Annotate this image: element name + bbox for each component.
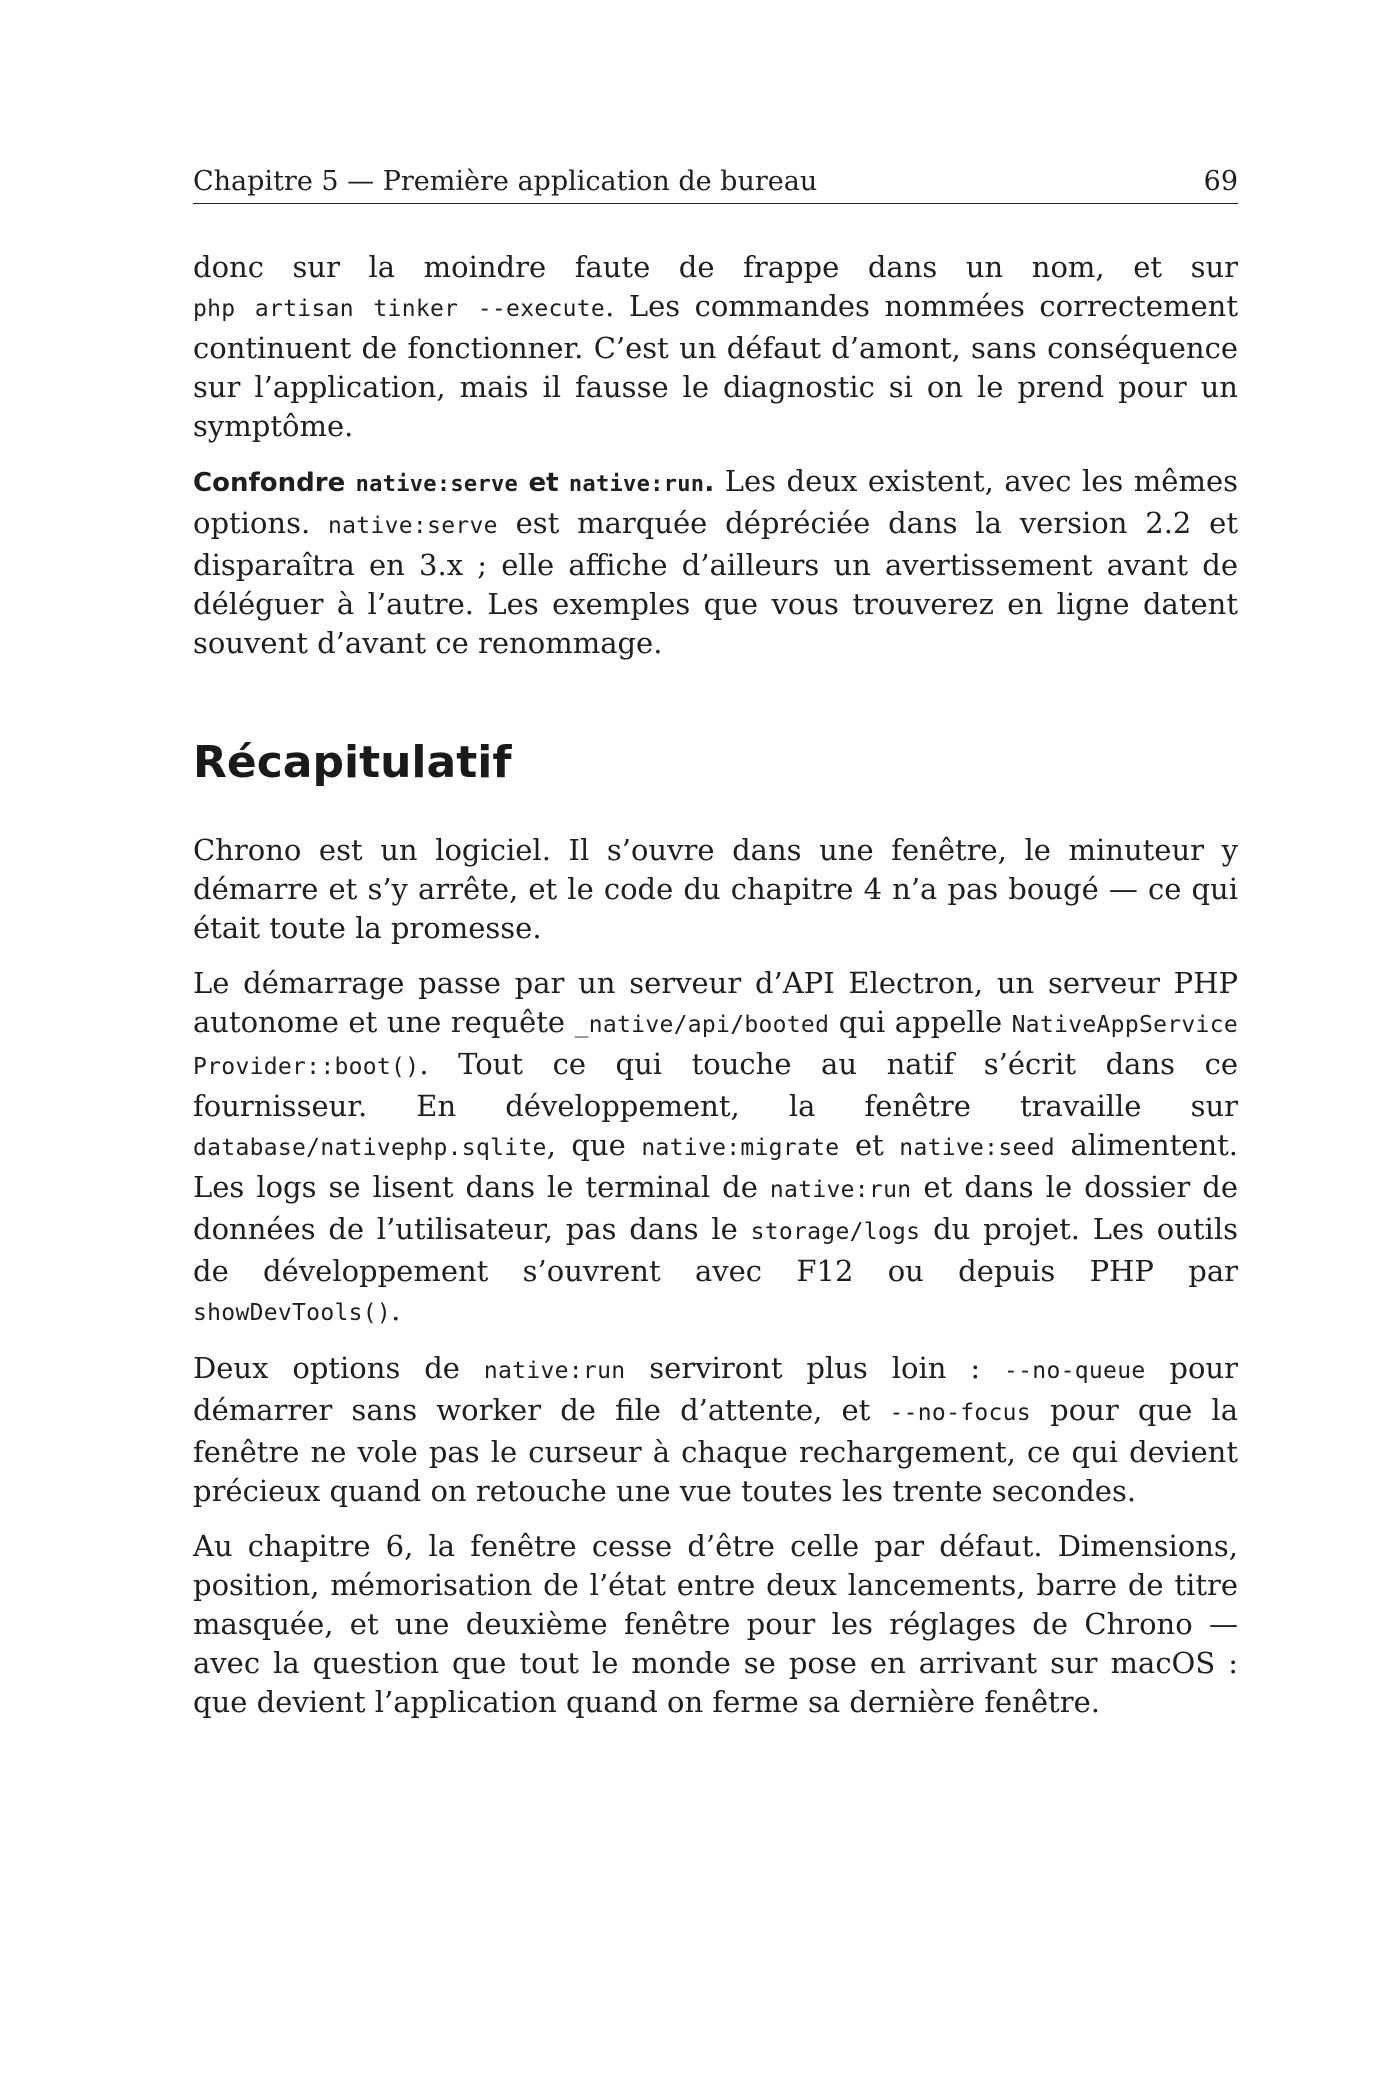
text-run: serviront plus loin : bbox=[625, 1351, 1005, 1385]
text-run: Les deux existent, avec les mêmes options. bbox=[193, 464, 1238, 540]
text-run: du projet. Les outils de développement s’ouvrent avec F12 ou depuis PHP par bbox=[193, 1212, 1238, 1288]
text-run: donc sur la moindre faute de frappe dans un nom, et sur bbox=[193, 250, 1238, 284]
paragraph-next-chapter bbox=[193, 1527, 1238, 1722]
run-in-heading bbox=[193, 468, 714, 498]
inline-code: showDevTools() bbox=[193, 1300, 392, 1326]
text-run: . bbox=[704, 468, 715, 498]
paragraph-summary-options bbox=[193, 1349, 1238, 1511]
inline-code: native:serve bbox=[328, 513, 498, 539]
page-content bbox=[193, 248, 1238, 1722]
running-head bbox=[193, 164, 1238, 204]
text-run: alimentent. Les logs se lisent dans le terminal de bbox=[193, 1128, 1238, 1204]
inline-code: --no-focus bbox=[889, 1400, 1031, 1426]
text-run: et dans le dossier de données de l’utilisateur, pas dans le bbox=[193, 1170, 1238, 1246]
text-run: . Tout ce qui touche au natif s’écrit dans ce fournisseur. En développement, la fenêtre travaille sur bbox=[193, 1047, 1238, 1123]
text-run: Au chapitre 6, la fenêtre cesse d’être celle par défaut. Dimensions, position, mémorisation de l’état entre deux lancements, barre de titre masquée, et une deuxième fenêtre pour les réglages de Chrono — avec la question que tout le monde se pose en arrivant sur macOS : que devient l’application quand on ferme sa dernière fenêtre. bbox=[193, 1529, 1238, 1719]
inline-code: NativeAppServiceProvider::boot() bbox=[193, 1012, 1238, 1080]
text-run: . bbox=[391, 1293, 401, 1327]
paragraph-summary-intro bbox=[193, 831, 1238, 948]
inline-code: database/nativephp.sqlite bbox=[193, 1135, 547, 1161]
inline-code: _native/api/booted bbox=[574, 1012, 830, 1038]
inline-code: native:run bbox=[769, 1177, 912, 1203]
chapter-title: Chapitre 5 — Première application de bureau bbox=[193, 166, 818, 197]
text-run: Confondre bbox=[193, 468, 356, 498]
text-run: Chrono est un logiciel. Il s’ouvre dans une fenêtre, le minuteur y démarre et s’y arrête, et le code du chapitre 4 n’a pas bougé — ce qui était toute la promesse. bbox=[193, 833, 1238, 945]
text-run: est marquée dépréciée dans la version 2.2 et disparaîtra en 3.x ; elle affiche d’ailleurs un avertissement avant de déléguer à l’autre. Les exemples que vous trouverez en ligne datent souvent d’avant ce renommage. bbox=[193, 506, 1238, 660]
page-number: 69 bbox=[1203, 166, 1238, 197]
inline-code: --no-queue bbox=[1004, 1358, 1146, 1384]
inline-code: native:serve bbox=[355, 472, 519, 497]
text-run: pour que la fenêtre ne vole pas le curseur à chaque rechargement, ce qui devient précieux quand on retouche une vue toutes les trente secondes. bbox=[193, 1393, 1239, 1508]
text-run: . Les commandes nommées correctement continuent de fonctionner. C’est un défaut d’amont, sans conséquence sur l’application, mais il fausse le diagnostic si on le prend pour un symptôme. bbox=[193, 289, 1238, 443]
text-run: Le démarrage passe par un serveur d’API Electron, un serveur PHP autonome et une requête bbox=[193, 966, 1238, 1039]
text-run: et bbox=[518, 468, 569, 498]
paragraph-pitfall bbox=[193, 462, 1238, 663]
text-run: pour démarrer sans worker de file d’attente, et bbox=[193, 1351, 1238, 1427]
inline-code: storage/logs bbox=[750, 1219, 921, 1245]
inline-code: native:run bbox=[568, 472, 705, 497]
inline-code: native:seed bbox=[899, 1135, 1055, 1161]
text-run: Deux options de bbox=[193, 1351, 484, 1385]
book-page bbox=[193, 164, 1238, 1738]
inline-code: native:run bbox=[483, 1358, 626, 1384]
text-run: , que bbox=[546, 1128, 642, 1162]
section-heading: Récapitulatif bbox=[193, 737, 512, 788]
paragraph-summary-boot bbox=[193, 964, 1238, 1333]
inline-code: native:migrate bbox=[641, 1135, 840, 1161]
paragraph-continuation bbox=[193, 248, 1238, 446]
text-run: qui appelle bbox=[829, 1005, 1012, 1039]
inline-code: php artisan tinker --execute bbox=[193, 296, 606, 322]
text-run: et bbox=[839, 1128, 900, 1162]
